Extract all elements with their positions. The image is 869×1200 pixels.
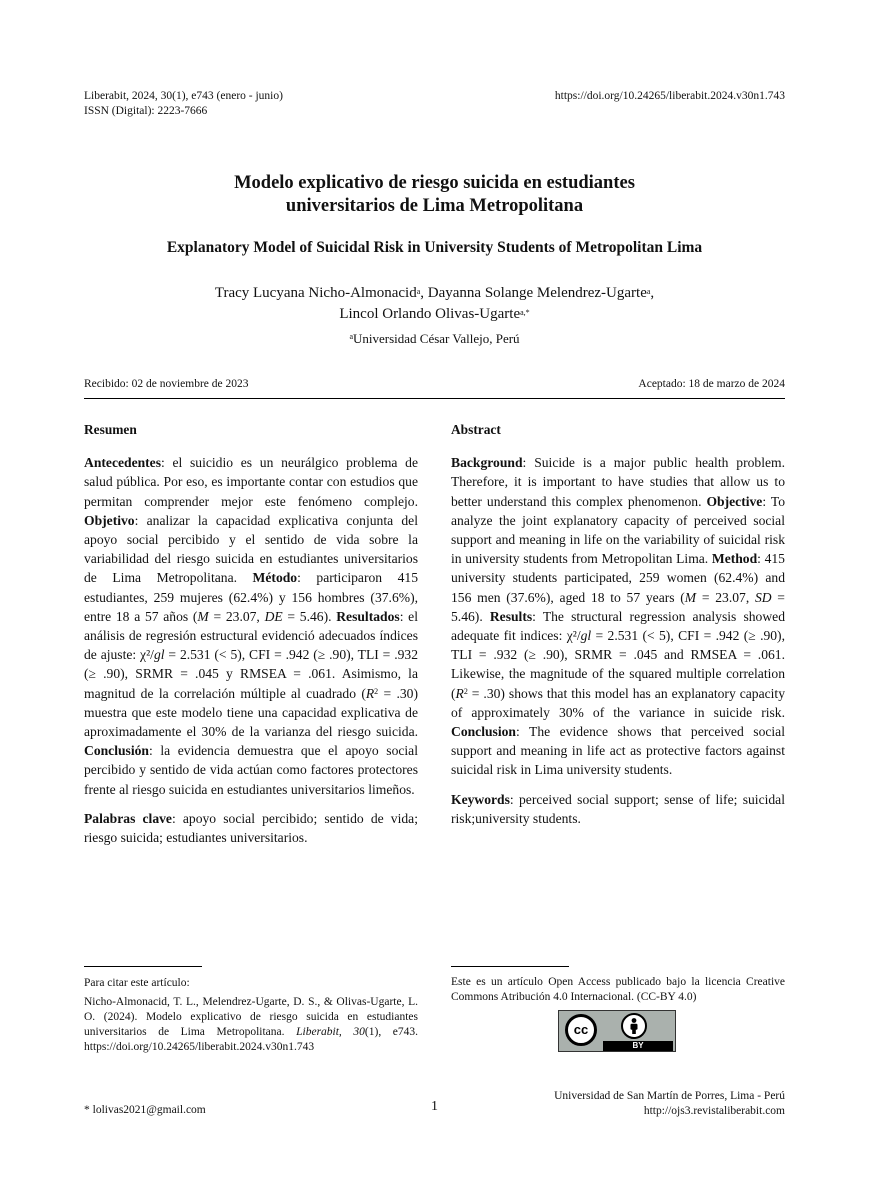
author-affil-marker: a xyxy=(646,287,651,296)
resumen-heading: Resumen xyxy=(84,422,137,437)
person-icon xyxy=(621,1013,647,1039)
metodo-m: M xyxy=(197,608,209,624)
resultados-text: : el análisis de regresión estructural evidenció adecuados índices de ajuste: χ²/ xyxy=(84,608,418,663)
antecedentes-text: : el suicidio es un neurálgico problema de salud pública. Por eso, es importante contar con estudios que permitan comprender mejor este fenómeno complejo. xyxy=(84,455,418,509)
received-date: Recibido: 02 de noviembre de 2023 xyxy=(84,378,249,390)
method-label: Method xyxy=(711,551,758,567)
citation-text-part: Nicho-Almonacid, T. L., Melendrez-Ugarte, D. S., & Olivas-Ugarte, L. O. (2024). Modelo explicativo de riesgo suicida en estudiantes universitarios de Lima Metropolitana. xyxy=(84,996,418,1038)
conclusion-label-en: Conclusion xyxy=(451,724,516,740)
citation-journal: Liberabit, 30 xyxy=(296,1026,365,1038)
abstract-heading: Abstract xyxy=(451,422,501,437)
author-list: Tracy Lucyana Nicho-Almonacid$^a$, Dayanna Solange Melendrez-Ugarte$^a$, Lincol Orlando Olivas-Ugarte$^{a,*}$ xyxy=(214,285,655,322)
results-gl: gl xyxy=(580,628,592,644)
results-text: : The structural regression analysis showed adequate fit indices: χ²/ xyxy=(451,608,786,644)
results-r: R xyxy=(455,685,464,701)
resultados-text: = .30) muestra que este modelo tiene una capacidad explicativa de aproximadamente el 30% de la varianza del riesgo suicida. xyxy=(84,685,419,740)
keywords-text: : perceived social support; sense of life; suicidal risk;university students. xyxy=(451,791,785,826)
citation-text xyxy=(84,995,418,1055)
antecedentes-label: Antecedentes xyxy=(84,455,162,471)
affiliation-marker: a xyxy=(349,332,353,341)
resumen-column xyxy=(84,420,418,857)
accepted-date: Aceptado: 18 de marzo de 2024 xyxy=(638,378,785,390)
method-text: = 5.46). xyxy=(451,589,785,624)
resultados-r: R xyxy=(365,685,375,701)
divider xyxy=(84,398,785,399)
author-name: Dayanna Solange Melendrez-Ugarte xyxy=(427,285,647,301)
resumen-body xyxy=(84,453,418,799)
palabras-clave xyxy=(84,809,418,847)
keywords xyxy=(451,790,785,828)
article-title-en: Explanatory Model of Suicidal Risk in University Students of Metropolitan Lima xyxy=(166,239,703,256)
metodo-text: : participaron 415 estudiantes, 259 mujeres (62.4%) y 156 hombres (37.6%), entre 18 a 57 años ( xyxy=(84,570,419,624)
method-sd: SD xyxy=(754,589,772,605)
cc-icon: cc xyxy=(565,1014,597,1046)
resultados-r-sup: 2 xyxy=(374,686,379,696)
metodo-text: = 5.46). xyxy=(282,608,337,624)
corresponding-email[interactable]: * lolivas2021@gmail.com xyxy=(84,1104,206,1116)
objective-text: : To analyze the joint explanatory capacity of perceived social support and meaning in life on the variability of suicidal risk in university students from Metropolitan Lima. xyxy=(451,493,785,567)
footnote-divider xyxy=(451,966,569,967)
footnote-divider xyxy=(84,966,202,967)
keywords-label: Keywords xyxy=(451,791,510,807)
journal-header xyxy=(84,89,283,119)
background-label: Background xyxy=(451,455,523,471)
abstract-body xyxy=(451,453,785,779)
cc-by-license-badge[interactable] xyxy=(558,1010,676,1052)
author-affil-marker: a,* xyxy=(520,308,530,317)
method-text: : 415 university students participated, 259 women (62.4%) and 156 men (37.6%), aged 18 to 57 years ( xyxy=(451,551,785,605)
affiliation xyxy=(84,330,785,347)
open-access-notice: Este es un artículo Open Access publicado bajo la licencia Creative Commons Atribución 4.0 Internacional. (CC-BY 4.0) xyxy=(451,976,785,1003)
article-title-es xyxy=(84,172,785,218)
palabras-clave-label: Palabras clave xyxy=(84,810,172,826)
objetivo-text: : analizar la capacidad explicativa conjunta del apoyo social percibido y el sentido de vida sobre la variabilidad del riesgo suicida en estudiantes universitarios de Lima Metropolitana. xyxy=(84,512,418,586)
cite-label: Para citar este artículo: xyxy=(84,977,190,989)
results-label: Results xyxy=(489,608,533,624)
author-name: Tracy Lucyana Nicho-Almonacid xyxy=(214,285,417,301)
method-m: M xyxy=(684,589,697,605)
metodo-de: DE xyxy=(264,608,283,624)
conclusion-text-en: : The evidence shows that perceived social support and meaning in life act as protective factors against suicidal risk in Lima university students. xyxy=(451,724,785,778)
title-es-line1: Modelo explicativo de riesgo suicida en estudiantes xyxy=(234,173,635,193)
conclusion-text: : la evidencia demuestra que el apoyo social percibido y sentido de vida actúan como factores protectores frente al riesgo suicida en estudiantes universitarios limeños. xyxy=(84,743,418,797)
journal-issn: ISSN (Digital): 2223-7666 xyxy=(84,105,208,117)
page-number: 1 xyxy=(431,1099,438,1114)
objective-label: Objective xyxy=(706,493,763,509)
background-text: : Suicide is a major public health problem. Therefore, it is important to have studies that allow us to better understand this complex phenomenon. xyxy=(451,455,785,509)
author-affil-marker: a xyxy=(416,287,421,296)
conclusion-label: Conclusión xyxy=(84,743,149,759)
results-r-sup: 2 xyxy=(463,686,468,696)
author-name: Lincol Orlando Olivas-Ugarte xyxy=(339,306,521,322)
metodo-text: = 23.07, xyxy=(208,608,265,624)
resultados-label: Resultados xyxy=(336,608,400,624)
institution-name: Universidad de San Martín de Porres, Lima - Perú xyxy=(554,1090,785,1102)
method-text: = 23.07, xyxy=(696,589,755,605)
title-es-line2: universitarios de Lima Metropolitana xyxy=(285,196,584,216)
journal-website[interactable]: http://ojs3.revistaliberabit.com xyxy=(643,1105,785,1117)
resultados-gl: gl xyxy=(153,647,165,663)
affiliation-name: Universidad César Vallejo, Perú xyxy=(353,331,520,346)
abstract-column xyxy=(451,420,785,838)
results-text: = 2.531 (< 5), CFI = .942 (≥ .90), TLI = .932 (≥ .90), SRMR = .045 and RMSEA = .061. Likewise, the magnitude of the squared multiple correlation ( xyxy=(451,628,785,701)
citation-text-part[interactable]: (1), e743. https://doi.org/10.24265/liberabit.2024.v30n1.743 xyxy=(84,1026,419,1053)
by-label: BY xyxy=(603,1041,673,1051)
palabras-clave-text: : apoyo social percibido; sentido de vida; riesgo suicida; estudiantes universitarios. xyxy=(84,810,418,846)
resultados-text: = 2.531 (< 5), CFI = .942 (≥ .90), TLI = .932 (≥ .90), SRMR = .045 y RMSEA = .061. Asimismo, la magnitud de la correlación múltiple al cuadrado ( xyxy=(84,647,419,701)
results-text: = .30) shows that this model has an explanatory capacity of approximately 30% of the variance in suicide risk. xyxy=(451,685,785,720)
objetivo-label: Objetivo xyxy=(84,512,135,528)
metodo-label: Método xyxy=(252,570,298,586)
journal-citation-line: Liberabit, 2024, 30(1), e743 (enero - junio) xyxy=(84,90,283,102)
doi-link[interactable]: https://doi.org/10.24265/liberabit.2024.v30n1.743 xyxy=(554,90,785,102)
